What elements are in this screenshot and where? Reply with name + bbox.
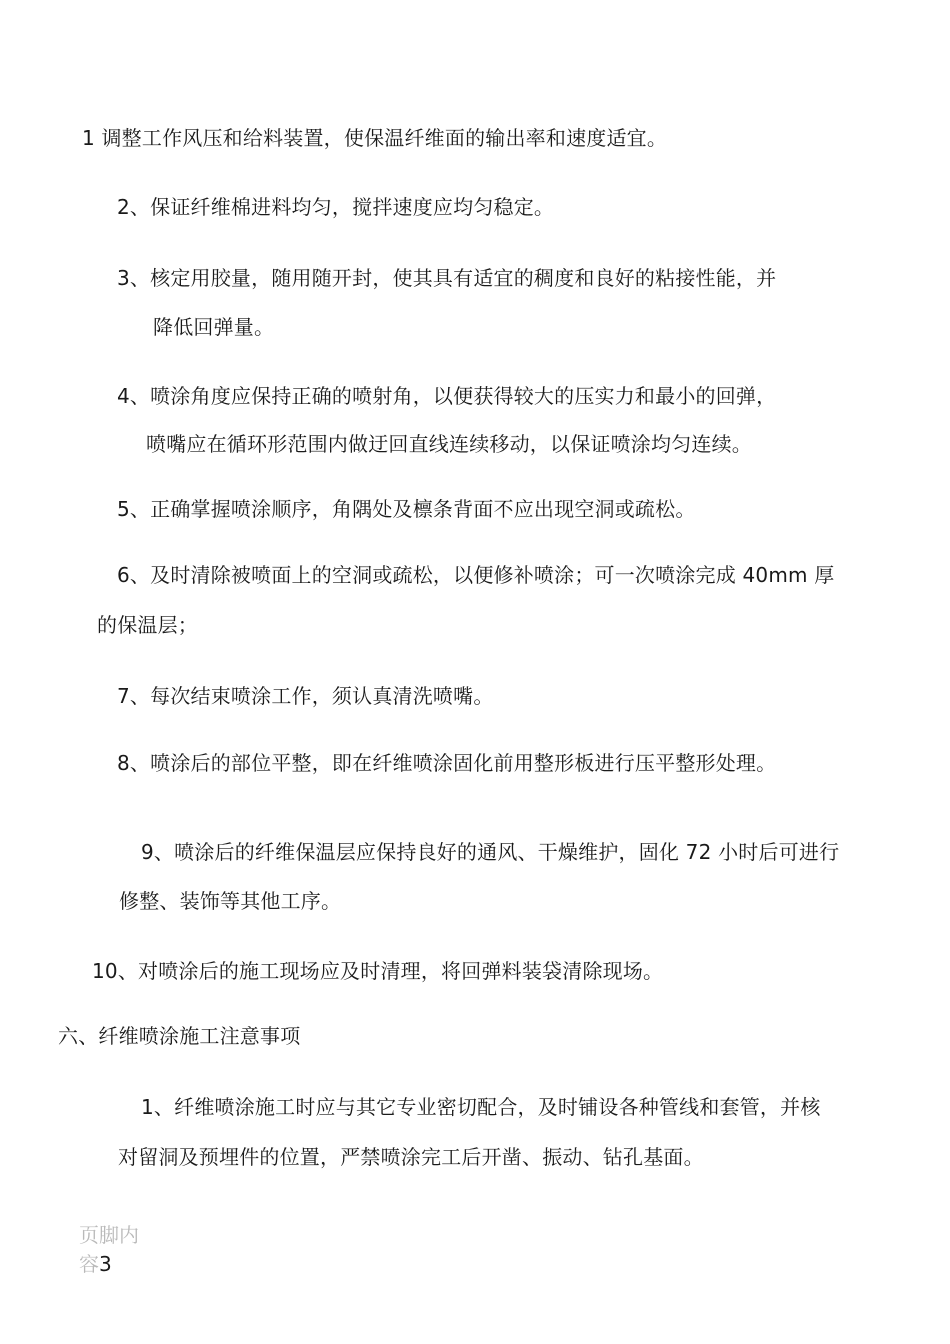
item-9-line-1: 9、喷涂后的纤维保温层应保持良好的通风、干燥维护，固化 72 小时后可进行: [141, 840, 840, 864]
footer-label-line-1: 页脚内: [79, 1223, 139, 1247]
item-5-line-1: 5、正确掌握喷涂顺序，角隅处及檩条背面不应出现空洞或疏松。: [117, 497, 696, 521]
footer-label-line-2: 容: [79, 1252, 99, 1276]
item-1-line-1: 1 调整工作风压和给料装置，使保温纤维面的输出率和速度适宜。: [82, 126, 668, 150]
item-2-line-1: 2、保证纤维棉进料均匀，搅拌速度应均匀稳定。: [117, 195, 555, 219]
item-3-line-2: 降低回弹量。: [153, 315, 275, 339]
section-item-1-line-2: 对留洞及预埋件的位置，严禁喷涂完工后开凿、振动、钻孔基面。: [118, 1145, 704, 1169]
item-9-line-2: 修整、装饰等其他工序。: [119, 889, 342, 913]
section-item-1-line-1: 1、纤维喷涂施工时应与其它专业密切配合，及时铺设各种管线和套管，并核: [141, 1095, 821, 1119]
item-6-line-1: 6、及时清除被喷面上的空洞或疏松，以便修补喷涂；可一次喷涂完成 40mm 厚: [117, 563, 835, 587]
item-10-line-1: 10、对喷涂后的施工现场应及时清理，将回弹料装袋清除现场。: [92, 959, 664, 983]
item-7-line-1: 7、每次结束喷涂工作，须认真清洗喷嘴。: [117, 684, 494, 708]
item-6-line-2: 的保温层；: [97, 613, 198, 637]
page-number: 3: [99, 1252, 112, 1276]
section-heading: 六、纤维喷涂施工注意事项: [58, 1024, 301, 1048]
item-3-line-1: 3、核定用胶量，随用随开封，使其具有适宜的稠度和良好的粘接性能，并: [117, 266, 777, 290]
item-4-line-2: 喷嘴应在循环形范围内做迂回直线连续移动，以保证喷涂均匀连续。: [146, 432, 752, 456]
item-8-line-1: 8、喷涂后的部位平整，即在纤维喷涂固化前用整形板进行压平整形处理。: [117, 751, 777, 775]
page-footer: [79, 1221, 149, 1279]
item-4-line-1: 4、喷涂角度应保持正确的喷射角，以便获得较大的压实力和最小的回弹，: [117, 384, 777, 408]
